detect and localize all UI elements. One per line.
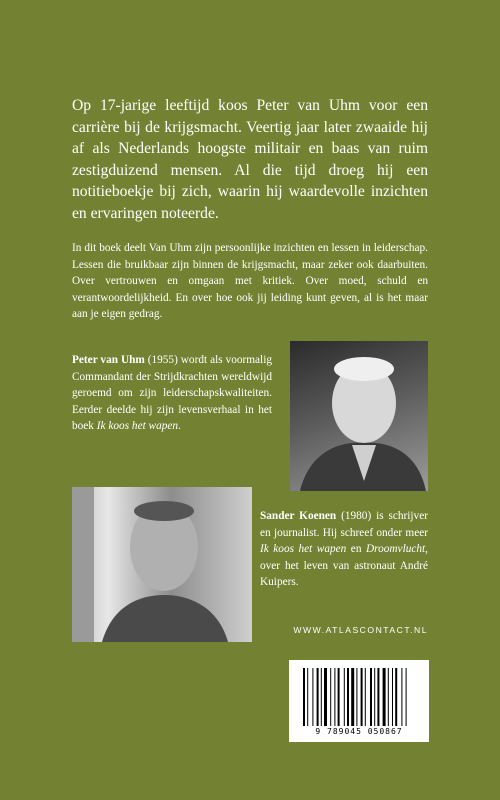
book-title-2: Droomvlucht [365, 543, 426, 556]
author-name-sander: Sander Koenen [260, 510, 337, 522]
book-title-ik-koos: Ik koos het wapen [96, 420, 179, 433]
author-photo-sander [72, 487, 252, 642]
author-bio-sander-text2: en [346, 543, 366, 556]
intro-paragraph: Op 17-jarige leeftijd koos Peter van Uhm voor een carrière bij de krijgsmacht. Veertig jaar later zwaaide hij af als Nederlands hoogste militair en baas van ruim zestigduizend mensen. Al die tijd droeg hij een notitieboekje bij zich, waarin hij waardevolle inzichten en ervaringen noteerde. [72, 97, 428, 222]
isbn-barcode [289, 660, 429, 742]
author-bio-peter [72, 352, 272, 435]
summary-paragraph: In dit boek deelt Van Uhm zijn persoonlijke inzichten en lessen in leiderschap. Lessen die bruikbaar zijn binnen de krijgsmacht, maar zeker ook daarbuiten. Over vertrouwen en omgaan met kritiek. Over moed, schuld en verantwoordelijkheid. En over hoe ook jij leiding kunt geven, al is het maar aan je eigen gedrag. [72, 242, 428, 321]
author-bio-peter-text: (1955) wordt als voormalig Commandant der Strijdkrachten wereldwijd geroemd om zijn leiderschapskwaliteiten. Eerder deelde hij zijn levensverhaal in het boek [72, 354, 272, 433]
author-bio-sander-text3: , over het leven van astronaut André Kuipers. [260, 543, 428, 589]
author-photo-peter [290, 341, 428, 491]
author-name-peter: Peter van Uhm [72, 354, 145, 366]
author-bio-peter-end: . [178, 420, 181, 433]
publisher-website: WWW.ATLASCONTACT.NL [293, 625, 428, 635]
author-bio-sander-text1: (1980) is schrijver en journalist. Hij schreef onder meer [260, 510, 428, 539]
barcode-bars [303, 668, 415, 726]
barcode-digits: 9 789045 050867 [315, 727, 403, 736]
book-title-1: Ik koos het wapen [260, 543, 347, 556]
author-bio-sander [260, 508, 428, 591]
